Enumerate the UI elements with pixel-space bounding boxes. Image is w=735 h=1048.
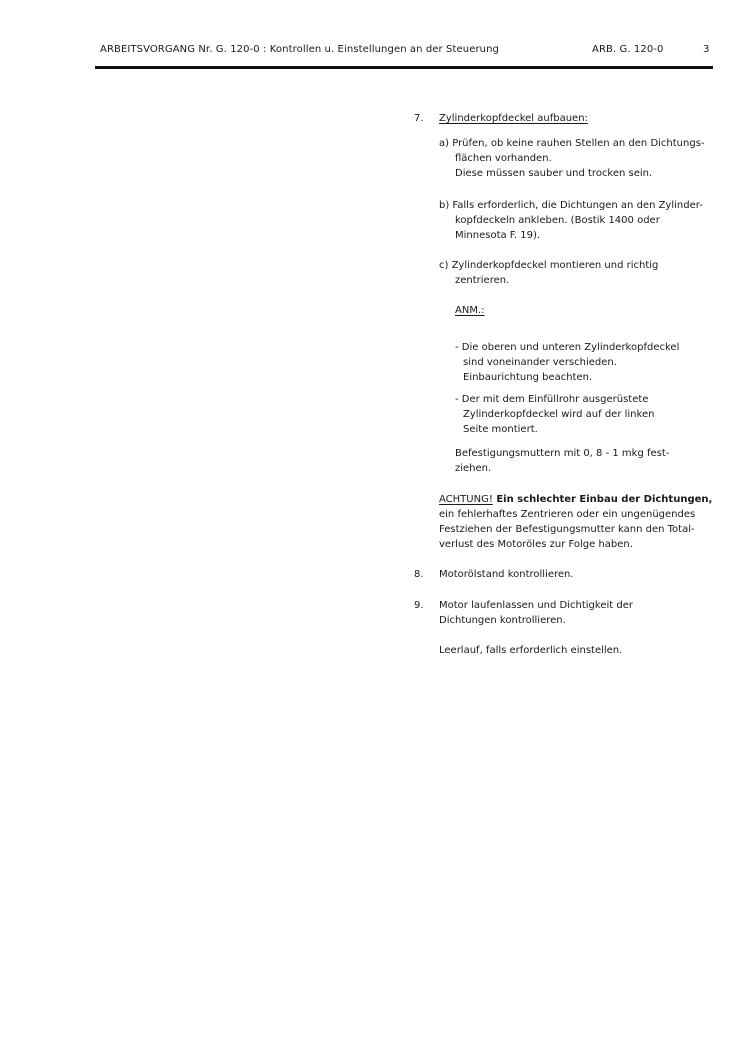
- step-number: 8.: [414, 569, 424, 580]
- step-heading: Zylinderkopfdeckel aufbauen:: [439, 113, 588, 124]
- header-reference: ARB. G. 120-0: [592, 44, 664, 55]
- torque-line: Befestigungsmuttern mit 0, 8 - 1 mkg fest-: [455, 448, 670, 459]
- anm-label: ANM.:: [455, 305, 485, 316]
- note-line: - Der mit dem Einfüllrohr ausgerüstete: [455, 394, 649, 405]
- item-c-line: c) Zylinderkopfdeckel montieren und richtig: [439, 260, 659, 271]
- torque-line: ziehen.: [455, 463, 492, 474]
- warning-line: Festziehen der Befestigungsmutter kann den Total-: [439, 524, 695, 535]
- warning-line: verlust des Motoröles zur Folge haben.: [439, 539, 633, 550]
- step-text: Motor laufenlassen und Dichtigkeit der: [439, 600, 633, 611]
- note-line: Einbaurichtung beachten.: [463, 372, 593, 383]
- step-text: Leerlauf, falls erforderlich einstellen.: [439, 645, 623, 656]
- warning-line: ein fehlerhaftes Zentrieren oder ein ungenügendes: [439, 509, 696, 520]
- note-line: - Die oberen und unteren Zylinderkopfdeckel: [455, 342, 680, 353]
- warning-line: [439, 493, 712, 507]
- note-line: Zylinderkopfdeckel wird auf der linken: [463, 409, 655, 420]
- step-text: Motorölstand kontrollieren.: [439, 569, 574, 580]
- item-b-line: b) Falls erforderlich, die Dichtungen an den Zylinder-: [439, 200, 703, 211]
- item-a-line: flächen vorhanden.: [455, 153, 552, 164]
- header-title: ARBEITSVORGANG Nr. G. 120-0 : Kontrollen u. Einstellungen an der Steuerung: [100, 44, 499, 55]
- item-b-line: kopfdeckeln ankleben. (Bostik 1400 oder: [455, 215, 660, 226]
- step-number: 9.: [414, 600, 424, 611]
- warning-label: ACHTUNG!: [439, 494, 493, 505]
- item-a-line: Diese müssen sauber und trocken sein.: [455, 168, 653, 179]
- item-b-line: Minnesota F. 19).: [455, 230, 541, 241]
- step-text: Dichtungen kontrollieren.: [439, 615, 566, 626]
- note-line: sind voneinander verschieden.: [463, 357, 617, 368]
- note-line: Seite montiert.: [463, 424, 538, 435]
- item-a-line: a) Prüfen, ob keine rauhen Stellen an den Dichtungs-: [439, 138, 705, 149]
- item-c-line: zentrieren.: [455, 275, 510, 286]
- page-number: 3: [703, 44, 710, 55]
- step-number: 7.: [414, 113, 424, 124]
- warning-text: Ein schlechter Einbau der Dichtungen,: [492, 494, 713, 505]
- header-rule: [95, 66, 713, 69]
